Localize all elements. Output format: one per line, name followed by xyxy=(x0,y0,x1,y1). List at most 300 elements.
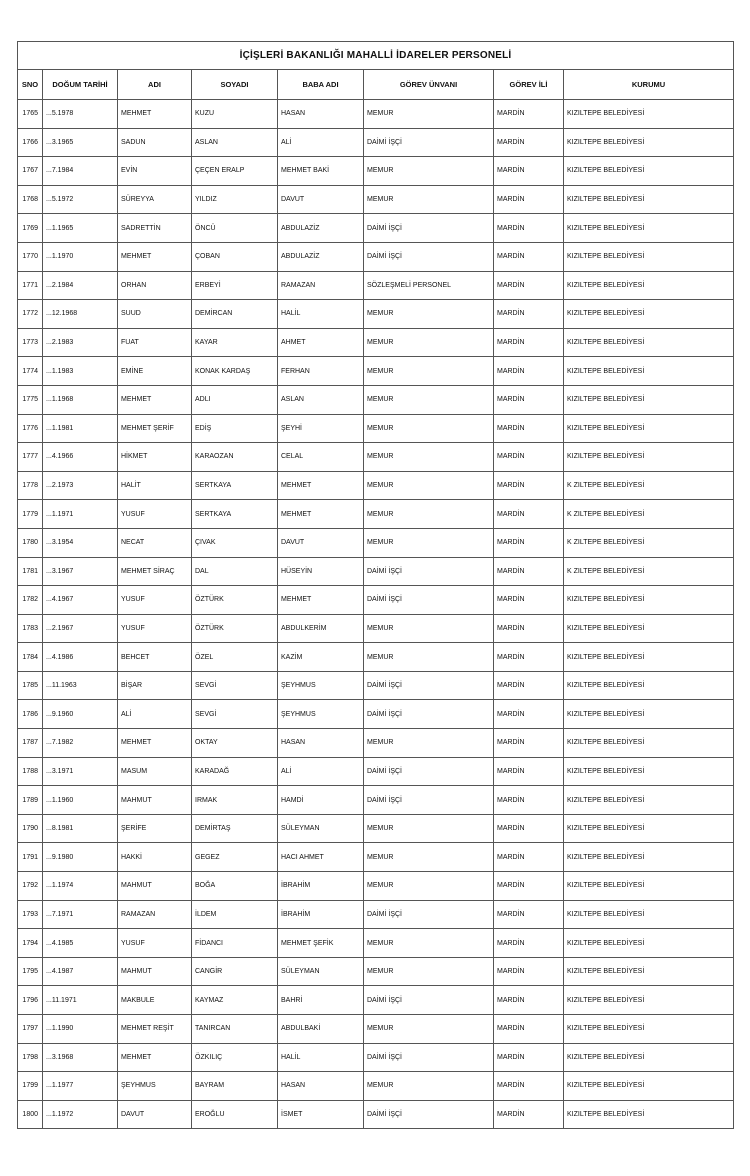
cell-father-name: ALİ xyxy=(278,757,364,786)
cell-last-name: ÖZTÜRK xyxy=(192,586,278,615)
cell-sno: 1787 xyxy=(18,729,43,758)
cell-first-name: EVİN xyxy=(118,157,192,186)
cell-duty-province: MARDİN xyxy=(494,671,564,700)
cell-institution: KIZILTEPE BELEDİYESİ xyxy=(564,786,734,815)
cell-father-name: ABDULAZİZ xyxy=(278,242,364,271)
cell-last-name: ÖZKILIÇ xyxy=(192,1043,278,1072)
cell-last-name: KAYAR xyxy=(192,328,278,357)
cell-duty-province: MARDİN xyxy=(494,643,564,672)
cell-duty-province: MARDİN xyxy=(494,586,564,615)
cell-birth-date: ...3.1965 xyxy=(43,128,118,157)
cell-birth-date: ...1.1990 xyxy=(43,1015,118,1044)
cell-institution: KIZILTEPE BELEDİYESİ xyxy=(564,843,734,872)
table-row xyxy=(18,729,734,758)
cell-sno: 1796 xyxy=(18,986,43,1015)
cell-institution: K ZILTEPE BELEDİYESİ xyxy=(564,500,734,529)
cell-duty-province: MARDİN xyxy=(494,328,564,357)
table-row xyxy=(18,671,734,700)
cell-institution: KIZILTEPE BELEDİYESİ xyxy=(564,242,734,271)
cell-duty-province: MARDİN xyxy=(494,900,564,929)
cell-sno: 1772 xyxy=(18,300,43,329)
cell-job-title: DAİMİ İŞÇİ xyxy=(364,1100,494,1129)
table-row xyxy=(18,528,734,557)
cell-sno: 1778 xyxy=(18,471,43,500)
cell-institution: K ZILTEPE BELEDİYESİ xyxy=(564,557,734,586)
cell-sno: 1795 xyxy=(18,957,43,986)
table-row xyxy=(18,328,734,357)
cell-sno: 1765 xyxy=(18,100,43,129)
cell-first-name: MAHMUT xyxy=(118,786,192,815)
cell-last-name: BOĞA xyxy=(192,872,278,901)
cell-birth-date: ...4.1986 xyxy=(43,643,118,672)
cell-institution: KIZILTEPE BELEDİYESİ xyxy=(564,385,734,414)
cell-sno: 1793 xyxy=(18,900,43,929)
cell-father-name: BAHRİ xyxy=(278,986,364,1015)
cell-sno: 1786 xyxy=(18,700,43,729)
cell-duty-province: MARDİN xyxy=(494,471,564,500)
table-row xyxy=(18,872,734,901)
cell-sno: 1790 xyxy=(18,814,43,843)
cell-institution: KIZILTEPE BELEDİYESİ xyxy=(564,357,734,386)
cell-duty-province: MARDİN xyxy=(494,957,564,986)
cell-father-name: MEHMET ŞEFİK xyxy=(278,929,364,958)
cell-last-name: DEMİRTAŞ xyxy=(192,814,278,843)
cell-duty-province: MARDİN xyxy=(494,843,564,872)
table-body xyxy=(18,100,734,1129)
cell-job-title: DAİMİ İŞÇİ xyxy=(364,1043,494,1072)
cell-institution: KIZILTEPE BELEDİYESİ xyxy=(564,872,734,901)
cell-father-name: FERHAN xyxy=(278,357,364,386)
cell-duty-province: MARDİN xyxy=(494,786,564,815)
cell-job-title: MEMUR xyxy=(364,300,494,329)
cell-job-title: MEMUR xyxy=(364,157,494,186)
cell-father-name: MEHMET xyxy=(278,471,364,500)
cell-duty-province: MARDİN xyxy=(494,500,564,529)
cell-sno: 1785 xyxy=(18,671,43,700)
cell-father-name: MEHMET xyxy=(278,586,364,615)
cell-sno: 1777 xyxy=(18,443,43,472)
cell-sno: 1766 xyxy=(18,128,43,157)
table-row xyxy=(18,185,734,214)
cell-job-title: DAİMİ İŞÇİ xyxy=(364,214,494,243)
cell-job-title: MEMUR xyxy=(364,414,494,443)
column-header-duty-province: GÖREV İLİ xyxy=(494,70,564,100)
cell-institution: KIZILTEPE BELEDİYESİ xyxy=(564,614,734,643)
table-row xyxy=(18,700,734,729)
cell-duty-province: MARDİN xyxy=(494,100,564,129)
table-row xyxy=(18,786,734,815)
cell-sno: 1781 xyxy=(18,557,43,586)
cell-father-name: ALİ xyxy=(278,128,364,157)
cell-father-name: HASAN xyxy=(278,1072,364,1101)
cell-job-title: MEMUR xyxy=(364,1072,494,1101)
cell-birth-date: ...2.1984 xyxy=(43,271,118,300)
cell-duty-province: MARDİN xyxy=(494,614,564,643)
cell-first-name: YUSUF xyxy=(118,929,192,958)
cell-last-name: ÇOBAN xyxy=(192,242,278,271)
table-row xyxy=(18,300,734,329)
cell-first-name: FUAT xyxy=(118,328,192,357)
cell-birth-date: ...3.1967 xyxy=(43,557,118,586)
cell-job-title: MEMUR xyxy=(364,814,494,843)
cell-duty-province: MARDİN xyxy=(494,729,564,758)
cell-institution: KIZILTEPE BELEDİYESİ xyxy=(564,1072,734,1101)
cell-father-name: AHMET xyxy=(278,328,364,357)
cell-sno: 1789 xyxy=(18,786,43,815)
cell-last-name: DEMİRCAN xyxy=(192,300,278,329)
cell-birth-date: ...1.1970 xyxy=(43,242,118,271)
cell-first-name: BEHCET xyxy=(118,643,192,672)
cell-institution: KIZILTEPE BELEDİYESİ xyxy=(564,328,734,357)
cell-institution: KIZILTEPE BELEDİYESİ xyxy=(564,100,734,129)
cell-institution: KIZILTEPE BELEDİYESİ xyxy=(564,729,734,758)
cell-birth-date: ...7.1971 xyxy=(43,900,118,929)
cell-sno: 1776 xyxy=(18,414,43,443)
cell-first-name: DAVUT xyxy=(118,1100,192,1129)
cell-father-name: RAMAZAN xyxy=(278,271,364,300)
cell-institution: KIZILTEPE BELEDİYESİ xyxy=(564,643,734,672)
cell-job-title: MEMUR xyxy=(364,328,494,357)
cell-institution: KIZILTEPE BELEDİYESİ xyxy=(564,300,734,329)
cell-job-title: MEMUR xyxy=(364,643,494,672)
cell-institution: KIZILTEPE BELEDİYESİ xyxy=(564,214,734,243)
cell-father-name: ŞEYHMUS xyxy=(278,671,364,700)
cell-last-name: YILDIZ xyxy=(192,185,278,214)
cell-birth-date: ...5.1978 xyxy=(43,100,118,129)
cell-institution: KIZILTEPE BELEDİYESİ xyxy=(564,271,734,300)
table-row xyxy=(18,1100,734,1129)
cell-last-name: KARADAĞ xyxy=(192,757,278,786)
cell-first-name: NECAT xyxy=(118,528,192,557)
cell-last-name: EROĞLU xyxy=(192,1100,278,1129)
cell-sno: 1783 xyxy=(18,614,43,643)
cell-institution: KIZILTEPE BELEDİYESİ xyxy=(564,586,734,615)
cell-birth-date: ...1.1972 xyxy=(43,1100,118,1129)
cell-sno: 1780 xyxy=(18,528,43,557)
cell-first-name: MEHMET xyxy=(118,242,192,271)
cell-institution: KIZILTEPE BELEDİYESİ xyxy=(564,900,734,929)
cell-last-name: SEVGİ xyxy=(192,700,278,729)
cell-first-name: MAHMUT xyxy=(118,957,192,986)
cell-father-name: ŞEYHİ xyxy=(278,414,364,443)
column-header-institution: KURUMU xyxy=(564,70,734,100)
cell-duty-province: MARDİN xyxy=(494,528,564,557)
table-row xyxy=(18,843,734,872)
cell-father-name: ASLAN xyxy=(278,385,364,414)
cell-job-title: DAİMİ İŞÇİ xyxy=(364,557,494,586)
cell-institution: KIZILTEPE BELEDİYESİ xyxy=(564,414,734,443)
cell-last-name: DAL xyxy=(192,557,278,586)
cell-sno: 1774 xyxy=(18,357,43,386)
cell-sno: 1773 xyxy=(18,328,43,357)
cell-first-name: MAHMUT xyxy=(118,872,192,901)
cell-birth-date: ...7.1982 xyxy=(43,729,118,758)
column-header-row xyxy=(18,70,734,100)
cell-sno: 1797 xyxy=(18,1015,43,1044)
cell-father-name: İBRAHİM xyxy=(278,872,364,901)
cell-first-name: MASUM xyxy=(118,757,192,786)
cell-duty-province: MARDİN xyxy=(494,1015,564,1044)
cell-first-name: ŞEYHMUS xyxy=(118,1072,192,1101)
table-row xyxy=(18,1015,734,1044)
column-header-sno: SNO xyxy=(18,70,43,100)
cell-job-title: DAİMİ İŞÇİ xyxy=(364,242,494,271)
cell-first-name: SADRETTİN xyxy=(118,214,192,243)
personnel-sheet xyxy=(17,41,733,1129)
cell-first-name: YUSUF xyxy=(118,586,192,615)
cell-sno: 1788 xyxy=(18,757,43,786)
cell-father-name: ABDULAZİZ xyxy=(278,214,364,243)
table-row xyxy=(18,214,734,243)
cell-institution: KIZILTEPE BELEDİYESİ xyxy=(564,1043,734,1072)
cell-job-title: MEMUR xyxy=(364,528,494,557)
cell-father-name: HALİL xyxy=(278,1043,364,1072)
cell-job-title: MEMUR xyxy=(364,471,494,500)
cell-sno: 1784 xyxy=(18,643,43,672)
cell-duty-province: MARDİN xyxy=(494,271,564,300)
cell-last-name: KUZU xyxy=(192,100,278,129)
cell-father-name: DAVUT xyxy=(278,528,364,557)
cell-duty-province: MARDİN xyxy=(494,443,564,472)
cell-duty-province: MARDİN xyxy=(494,300,564,329)
cell-father-name: HAMDİ xyxy=(278,786,364,815)
cell-father-name: SÜLEYMAN xyxy=(278,957,364,986)
cell-sno: 1782 xyxy=(18,586,43,615)
table-row xyxy=(18,128,734,157)
cell-birth-date: ...9.1960 xyxy=(43,700,118,729)
cell-sno: 1779 xyxy=(18,500,43,529)
cell-sno: 1798 xyxy=(18,1043,43,1072)
cell-sno: 1791 xyxy=(18,843,43,872)
cell-duty-province: MARDİN xyxy=(494,157,564,186)
cell-last-name: ERBEYİ xyxy=(192,271,278,300)
table-row xyxy=(18,557,734,586)
table-row xyxy=(18,586,734,615)
cell-first-name: RAMAZAN xyxy=(118,900,192,929)
cell-duty-province: MARDİN xyxy=(494,872,564,901)
cell-birth-date: ...1.1968 xyxy=(43,385,118,414)
cell-institution: KIZILTEPE BELEDİYESİ xyxy=(564,128,734,157)
table-row xyxy=(18,385,734,414)
column-header-birth-date: DOĞUM TARİHİ xyxy=(43,70,118,100)
cell-duty-province: MARDİN xyxy=(494,1072,564,1101)
table-row xyxy=(18,242,734,271)
cell-birth-date: ...4.1987 xyxy=(43,957,118,986)
cell-job-title: MEMUR xyxy=(364,729,494,758)
cell-job-title: DAİMİ İŞÇİ xyxy=(364,586,494,615)
table-row xyxy=(18,757,734,786)
cell-birth-date: ...1.1981 xyxy=(43,414,118,443)
cell-institution: KIZILTEPE BELEDİYESİ xyxy=(564,443,734,472)
cell-sno: 1800 xyxy=(18,1100,43,1129)
cell-job-title: DAİMİ İŞÇİ xyxy=(364,700,494,729)
cell-first-name: MEHMET SİRAÇ xyxy=(118,557,192,586)
cell-job-title: MEMUR xyxy=(364,443,494,472)
table-row xyxy=(18,500,734,529)
cell-father-name: İBRAHİM xyxy=(278,900,364,929)
table-row xyxy=(18,414,734,443)
table-row xyxy=(18,814,734,843)
cell-sno: 1767 xyxy=(18,157,43,186)
cell-first-name: SÜREYYA xyxy=(118,185,192,214)
cell-father-name: ABDULKERİM xyxy=(278,614,364,643)
cell-institution: KIZILTEPE BELEDİYESİ xyxy=(564,814,734,843)
cell-duty-province: MARDİN xyxy=(494,986,564,1015)
cell-father-name: DAVUT xyxy=(278,185,364,214)
cell-birth-date: ...5.1972 xyxy=(43,185,118,214)
cell-last-name: ÖNCÜ xyxy=(192,214,278,243)
cell-job-title: DAİMİ İŞÇİ xyxy=(364,128,494,157)
cell-father-name: MEHMET BAKİ xyxy=(278,157,364,186)
cell-institution: KIZILTEPE BELEDİYESİ xyxy=(564,757,734,786)
cell-duty-province: MARDİN xyxy=(494,385,564,414)
cell-job-title: MEMUR xyxy=(364,614,494,643)
cell-job-title: DAİMİ İŞÇİ xyxy=(364,671,494,700)
cell-birth-date: ...8.1981 xyxy=(43,814,118,843)
cell-job-title: MEMUR xyxy=(364,500,494,529)
cell-institution: KIZILTEPE BELEDİYESİ xyxy=(564,700,734,729)
cell-last-name: SEVGİ xyxy=(192,671,278,700)
cell-job-title: MEMUR xyxy=(364,385,494,414)
cell-birth-date: ...12.1968 xyxy=(43,300,118,329)
cell-duty-province: MARDİN xyxy=(494,185,564,214)
cell-institution: KIZILTEPE BELEDİYESİ xyxy=(564,1100,734,1129)
cell-last-name: BAYRAM xyxy=(192,1072,278,1101)
cell-job-title: MEMUR xyxy=(364,843,494,872)
cell-first-name: HALİT xyxy=(118,471,192,500)
cell-duty-province: MARDİN xyxy=(494,357,564,386)
cell-first-name: SADUN xyxy=(118,128,192,157)
cell-institution: K ZILTEPE BELEDİYESİ xyxy=(564,528,734,557)
cell-job-title: DAİMİ İŞÇİ xyxy=(364,986,494,1015)
cell-birth-date: ...1.1960 xyxy=(43,786,118,815)
cell-first-name: ORHAN xyxy=(118,271,192,300)
column-header-job-title: GÖREV ÜNVANI xyxy=(364,70,494,100)
cell-job-title: MEMUR xyxy=(364,100,494,129)
cell-institution: KIZILTEPE BELEDİYESİ xyxy=(564,986,734,1015)
cell-last-name: GEGEZ xyxy=(192,843,278,872)
cell-father-name: ABDULBAKİ xyxy=(278,1015,364,1044)
cell-last-name: KARAOZAN xyxy=(192,443,278,472)
cell-duty-province: MARDİN xyxy=(494,1100,564,1129)
cell-last-name: KAYMAZ xyxy=(192,986,278,1015)
cell-last-name: FİDANCI xyxy=(192,929,278,958)
cell-sno: 1799 xyxy=(18,1072,43,1101)
cell-first-name: MEHMET xyxy=(118,729,192,758)
cell-first-name: ALİ xyxy=(118,700,192,729)
cell-birth-date: ...3.1954 xyxy=(43,528,118,557)
cell-last-name: ÇIVAK xyxy=(192,528,278,557)
cell-last-name: KONAK KARDAŞ xyxy=(192,357,278,386)
cell-job-title: DAİMİ İŞÇİ xyxy=(364,757,494,786)
cell-last-name: CANGİR xyxy=(192,957,278,986)
cell-last-name: IRMAK xyxy=(192,786,278,815)
cell-job-title: DAİMİ İŞÇİ xyxy=(364,900,494,929)
cell-first-name: MEHMET xyxy=(118,1043,192,1072)
table-row xyxy=(18,957,734,986)
cell-sno: 1775 xyxy=(18,385,43,414)
cell-sno: 1769 xyxy=(18,214,43,243)
cell-father-name: HACI AHMET xyxy=(278,843,364,872)
cell-last-name: SERTKAYA xyxy=(192,471,278,500)
table-row xyxy=(18,986,734,1015)
cell-birth-date: ...7.1984 xyxy=(43,157,118,186)
table-row xyxy=(18,443,734,472)
cell-birth-date: ...3.1968 xyxy=(43,1043,118,1072)
cell-first-name: ŞERİFE xyxy=(118,814,192,843)
cell-father-name: KAZİM xyxy=(278,643,364,672)
cell-last-name: EDİŞ xyxy=(192,414,278,443)
cell-job-title: MEMUR xyxy=(364,929,494,958)
cell-last-name: ÖZEL xyxy=(192,643,278,672)
cell-father-name: CELAL xyxy=(278,443,364,472)
cell-duty-province: MARDİN xyxy=(494,128,564,157)
cell-birth-date: ...4.1967 xyxy=(43,586,118,615)
cell-father-name: HASAN xyxy=(278,729,364,758)
column-header-first-name: ADI xyxy=(118,70,192,100)
cell-father-name: ŞEYHMUS xyxy=(278,700,364,729)
cell-last-name: ASLAN xyxy=(192,128,278,157)
table-row xyxy=(18,643,734,672)
cell-first-name: SUUD xyxy=(118,300,192,329)
cell-job-title: MEMUR xyxy=(364,957,494,986)
cell-birth-date: ...11.1963 xyxy=(43,671,118,700)
cell-birth-date: ...9.1980 xyxy=(43,843,118,872)
cell-first-name: EMİNE xyxy=(118,357,192,386)
cell-first-name: BİŞAR xyxy=(118,671,192,700)
cell-first-name: YUSUF xyxy=(118,500,192,529)
cell-institution: KIZILTEPE BELEDİYESİ xyxy=(564,671,734,700)
cell-birth-date: ...1.1977 xyxy=(43,1072,118,1101)
cell-father-name: HÜSEYİN xyxy=(278,557,364,586)
cell-last-name: SERTKAYA xyxy=(192,500,278,529)
table-row xyxy=(18,900,734,929)
cell-father-name: MEHMET xyxy=(278,500,364,529)
table-row xyxy=(18,157,734,186)
cell-institution: KIZILTEPE BELEDİYESİ xyxy=(564,929,734,958)
table-row xyxy=(18,1072,734,1101)
cell-first-name: HAKKİ xyxy=(118,843,192,872)
cell-institution: KIZILTEPE BELEDİYESİ xyxy=(564,957,734,986)
cell-father-name: İSMET xyxy=(278,1100,364,1129)
table-row xyxy=(18,1043,734,1072)
cell-job-title: MEMUR xyxy=(364,872,494,901)
table-row xyxy=(18,357,734,386)
cell-institution: KIZILTEPE BELEDİYESİ xyxy=(564,157,734,186)
cell-last-name: OKTAY xyxy=(192,729,278,758)
cell-sno: 1770 xyxy=(18,242,43,271)
cell-birth-date: ...3.1971 xyxy=(43,757,118,786)
cell-sno: 1771 xyxy=(18,271,43,300)
cell-job-title: MEMUR xyxy=(364,185,494,214)
column-header-father-name: BABA ADI xyxy=(278,70,364,100)
cell-institution: K ZILTEPE BELEDİYESİ xyxy=(564,471,734,500)
cell-duty-province: MARDİN xyxy=(494,214,564,243)
table-row xyxy=(18,271,734,300)
cell-duty-province: MARDİN xyxy=(494,929,564,958)
cell-duty-province: MARDİN xyxy=(494,557,564,586)
cell-duty-province: MARDİN xyxy=(494,757,564,786)
cell-duty-province: MARDİN xyxy=(494,1043,564,1072)
cell-birth-date: ...1.1983 xyxy=(43,357,118,386)
cell-father-name: SÜLEYMAN xyxy=(278,814,364,843)
cell-birth-date: ...2.1973 xyxy=(43,471,118,500)
cell-birth-date: ...4.1966 xyxy=(43,443,118,472)
cell-last-name: ÇEÇEN ERALP xyxy=(192,157,278,186)
cell-birth-date: ...4.1985 xyxy=(43,929,118,958)
personnel-table xyxy=(17,41,734,1129)
table-row xyxy=(18,471,734,500)
